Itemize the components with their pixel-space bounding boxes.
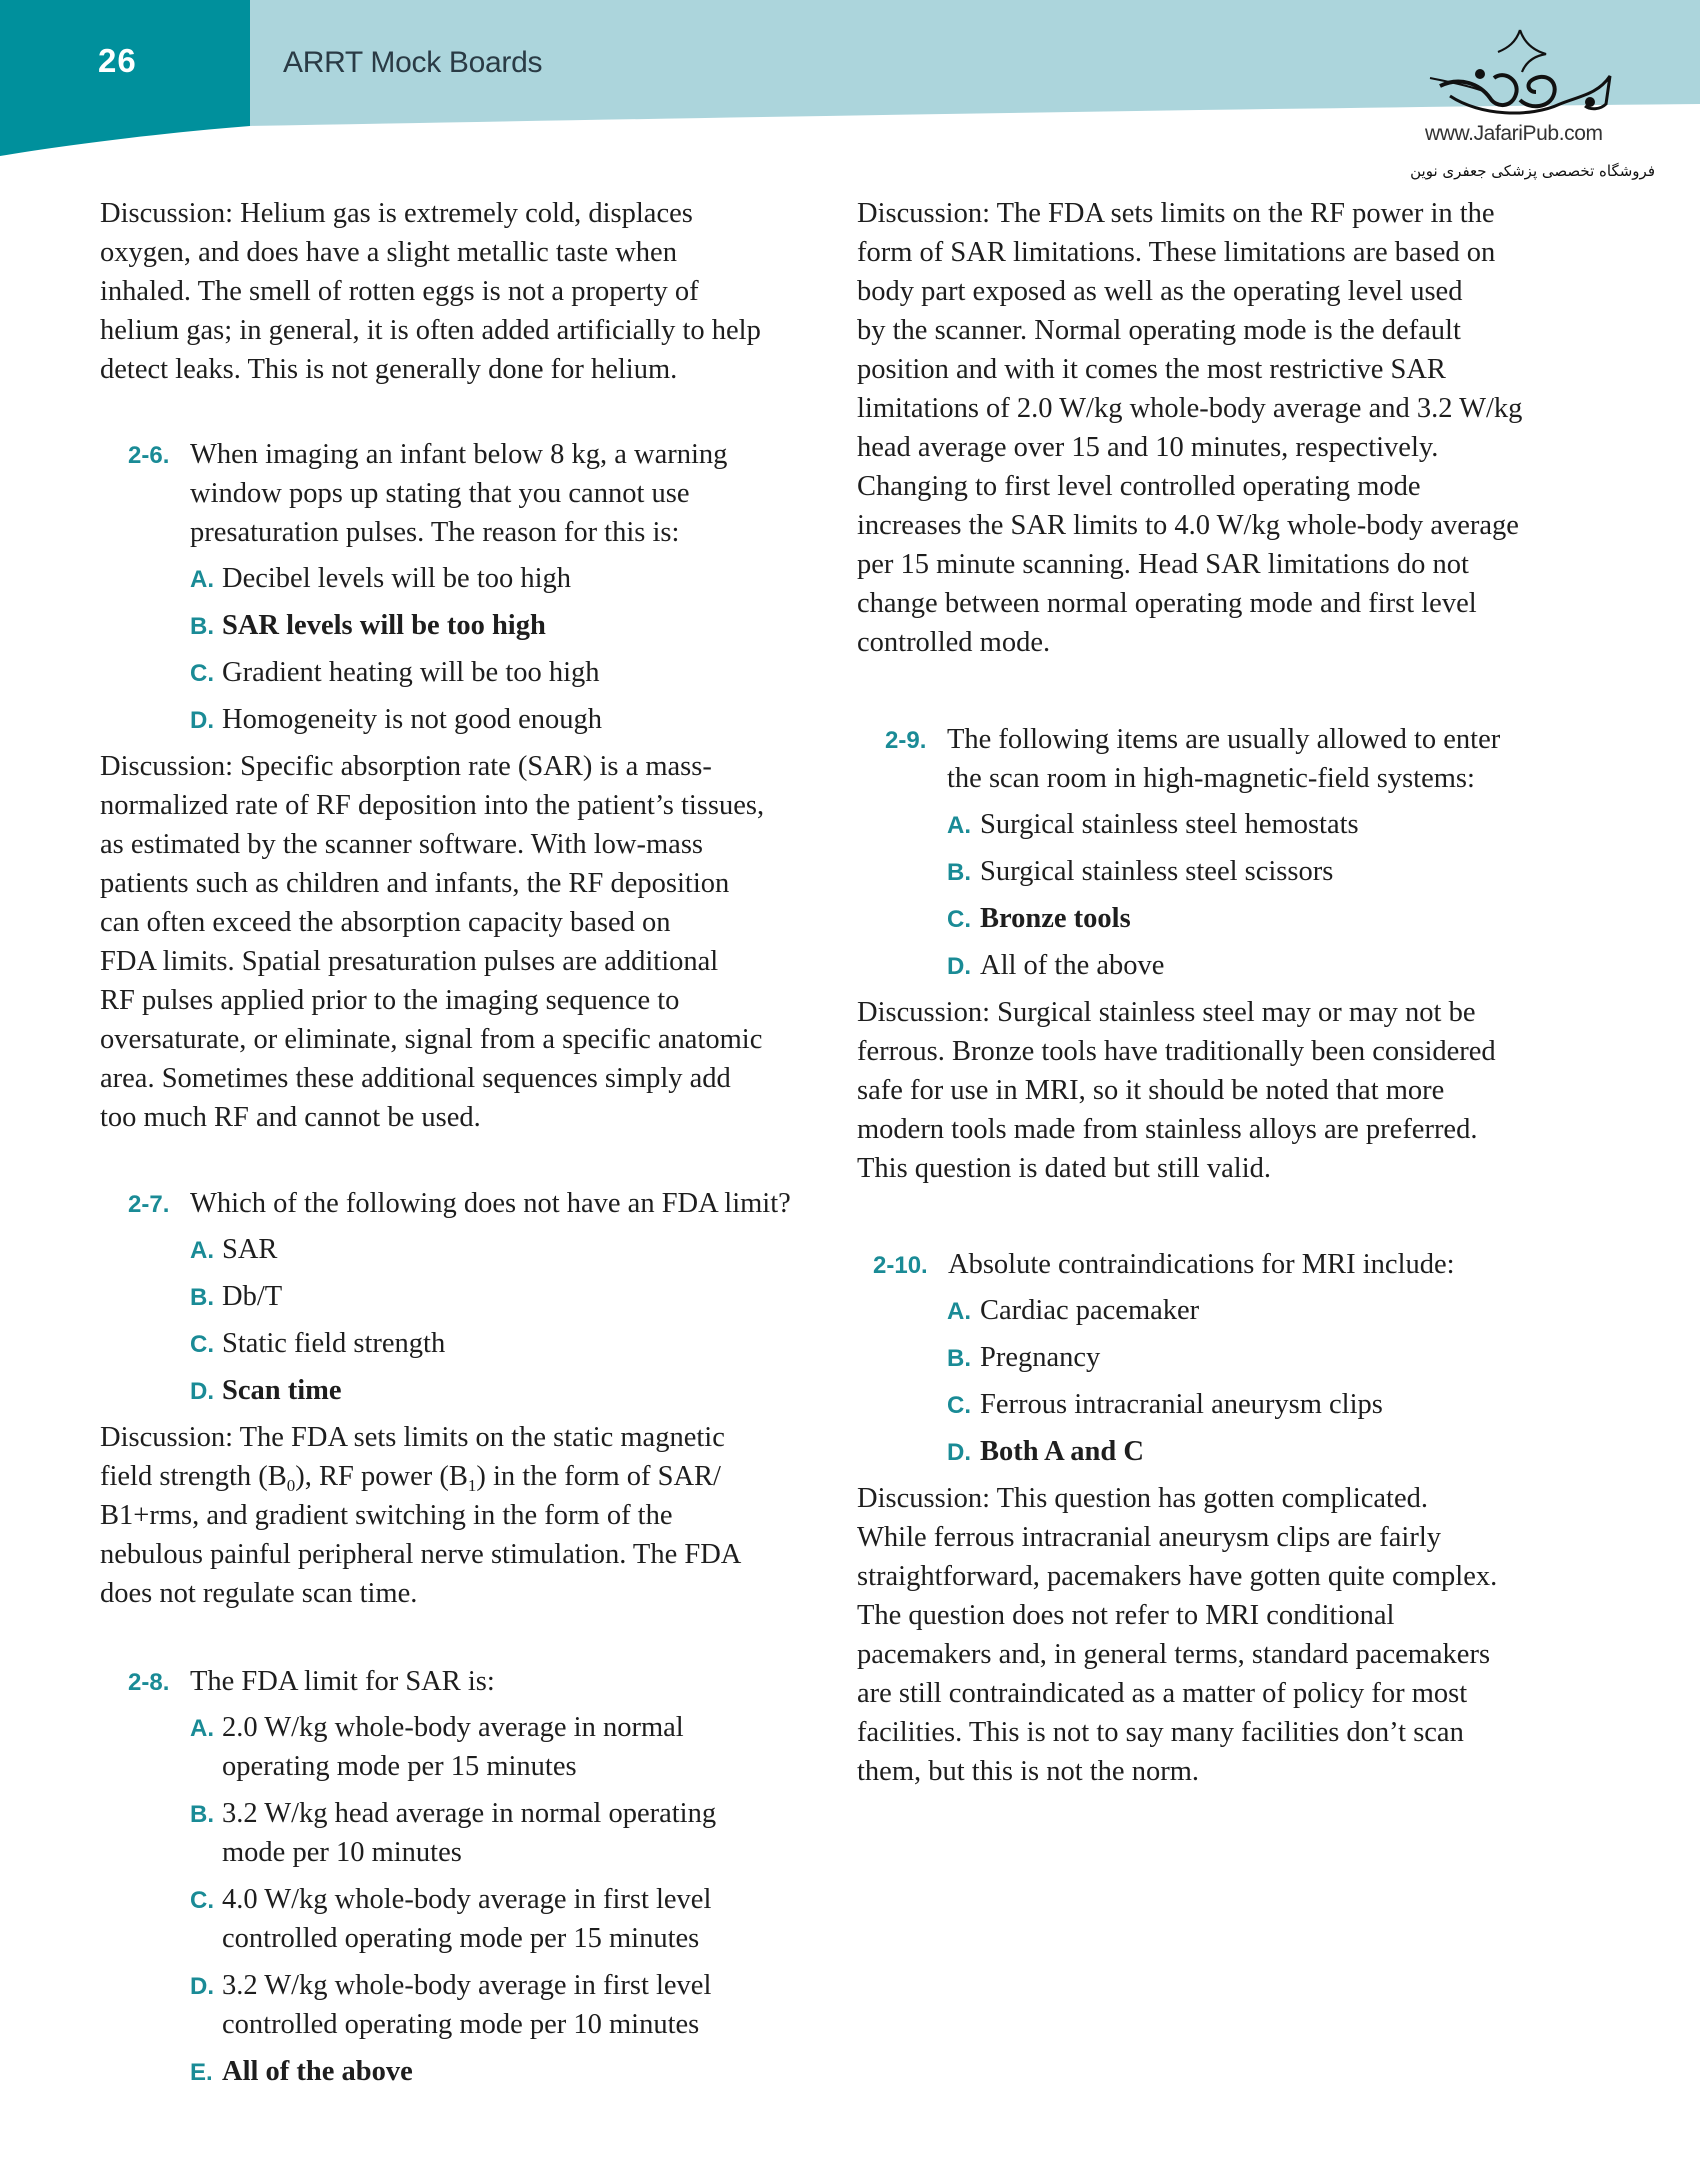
discussion-text: inhaled. The smell of rotten eggs is not a property of — [100, 276, 699, 307]
question-2-7-text: Which of the following does not have an FDA limit? — [190, 1188, 791, 1219]
option-letter: D. — [947, 1439, 971, 1466]
publisher-tagline: فروشگاه تخصصی پزشکی جعفری نوین — [1410, 162, 1655, 180]
question-2-6-text: When imaging an infant below 8 kg, a warning — [190, 439, 728, 470]
question-2-9-text: The following items are usually allowed to enter — [947, 724, 1501, 755]
discussion-text: Discussion: This question has gotten complicated. — [857, 1483, 1428, 1514]
discussion-text: detect leaks. This is not generally done for helium. — [100, 354, 678, 385]
discussion-text: controlled mode. — [857, 627, 1051, 658]
subscript: 0 — [286, 1476, 296, 1495]
discussion-text: does not regulate scan time. — [100, 1578, 418, 1609]
option-text: Homogeneity is not good enough — [222, 704, 602, 735]
discussion-text: increases the SAR limits to 4.0 W/kg whole-body average — [857, 510, 1519, 541]
discussion-text: limitations of 2.0 W/kg whole-body average and 3.2 W/kg — [857, 393, 1523, 424]
option-text: controlled operating mode per 15 minutes — [222, 1923, 700, 1954]
option-letter: B. — [190, 1284, 214, 1311]
discussion-text: Discussion: Helium gas is extremely cold, displaces — [100, 198, 693, 229]
option-letter: B. — [190, 1801, 214, 1828]
option-text: operating mode per 15 minutes — [222, 1751, 577, 1782]
option-text: controlled operating mode per 10 minutes — [222, 2009, 700, 2040]
question-2-6-text: window pops up stating that you cannot use — [190, 478, 690, 509]
option-text: SAR — [222, 1234, 278, 1265]
option-text: Surgical stainless steel hemostats — [980, 809, 1359, 840]
question-2-6-text: presaturation pulses. The reason for this is: — [190, 517, 680, 548]
option-letter: A. — [190, 566, 214, 593]
discussion-text: are still contraindicated as a matter of policy for most — [857, 1678, 1468, 1709]
publisher-url[interactable]: www.JafariPub.com — [1425, 122, 1603, 145]
jafari-calligraphy-logo-icon — [1420, 26, 1620, 116]
discussion-text: nebulous painful peripheral nerve stimulation. The FDA — [100, 1539, 742, 1570]
discussion-text: straightforward, pacemakers have gotten quite complex. — [857, 1561, 1498, 1592]
discussion-text: position and with it comes the most restrictive SAR — [857, 354, 1446, 385]
option-letter: B. — [947, 1345, 971, 1372]
discussion-text: modern tools made from stainless alloys are preferred. — [857, 1114, 1478, 1145]
discussion-text: area. Sometimes these additional sequences simply add — [100, 1063, 731, 1094]
option-letter: C. — [190, 1331, 214, 1358]
option-letter: E. — [190, 2059, 213, 2086]
discussion-text: This question is dated but still valid. — [857, 1153, 1272, 1184]
discussion-text: oversaturate, or eliminate, signal from a specific anatomic — [100, 1024, 763, 1055]
option-text: 4.0 W/kg whole-body average in first level — [222, 1884, 712, 1915]
discussion-text: as estimated by the scanner software. With low-mass — [100, 829, 703, 860]
option-letter: A. — [947, 1298, 971, 1325]
option-text-correct: SAR levels will be too high — [222, 610, 546, 641]
discussion-text: can often exceed the absorption capacity based on — [100, 907, 671, 938]
discussion-text: them, but this is not the norm. — [857, 1756, 1199, 1787]
option-text: Ferrous intracranial aneurysm clips — [980, 1389, 1383, 1420]
discussion-text: head average over 15 and 10 minutes, respectively. — [857, 432, 1439, 463]
text-segment: field strength (B — [100, 1461, 287, 1492]
question-2-10-text: Absolute contraindications for MRI include: — [948, 1249, 1455, 1280]
discussion-text: The question does not refer to MRI conditional — [857, 1600, 1395, 1631]
discussion-text: helium gas; in general, it is often added artificially to help — [100, 315, 761, 346]
discussion-text: change between normal operating mode and first level — [857, 588, 1477, 619]
option-letter: B. — [190, 613, 214, 640]
text-segment: ), RF power (B — [295, 1461, 468, 1492]
option-text: Cardiac pacemaker — [980, 1295, 1200, 1326]
discussion-text: oxygen, and does have a slight metallic taste when — [100, 237, 677, 268]
option-letter: C. — [190, 660, 214, 687]
discussion-text: safe for use in MRI, so it should be noted that more — [857, 1075, 1445, 1106]
option-letter: C. — [947, 1392, 971, 1419]
discussion-text: FDA limits. Spatial presaturation pulses are additional — [100, 946, 719, 977]
question-2-10-number: 2-10. — [873, 1252, 928, 1279]
option-text: Gradient heating will be too high — [222, 657, 600, 688]
option-text-correct: Bronze tools — [980, 903, 1131, 934]
option-text-correct: Both A and C — [980, 1436, 1144, 1467]
option-text: 3.2 W/kg head average in normal operating — [222, 1798, 717, 1829]
option-letter: D. — [947, 953, 971, 980]
option-letter: D. — [190, 1378, 214, 1405]
option-text-correct: Scan time — [222, 1375, 342, 1406]
discussion-text: ferrous. Bronze tools have traditionally been considered — [857, 1036, 1496, 1067]
discussion-text: Discussion: Surgical stainless steel may or may not be — [857, 997, 1476, 1028]
text-segment: ) in the form of SAR/ — [476, 1461, 721, 1492]
option-text: Surgical stainless steel scissors — [980, 856, 1334, 887]
question-2-8-number: 2-8. — [128, 1669, 170, 1696]
option-text: mode per 10 minutes — [222, 1837, 462, 1868]
discussion-text: B1+rms, and gradient switching in the form of the — [100, 1500, 673, 1531]
discussion-text — [100, 1461, 721, 1495]
option-text: Pregnancy — [980, 1342, 1101, 1373]
discussion-text: body part exposed as well as the operating level used — [857, 276, 1463, 307]
discussion-text: patients such as children and infants, the RF deposition — [100, 868, 730, 899]
discussion-text: RF pulses applied prior to the imaging sequence to — [100, 985, 680, 1016]
discussion-text: too much RF and cannot be used. — [100, 1102, 481, 1133]
discussion-text: form of SAR limitations. These limitations are based on — [857, 237, 1496, 268]
question-2-8-text: The FDA limit for SAR is: — [190, 1666, 495, 1697]
discussion-text: normalized rate of RF deposition into the patient’s tissues, — [100, 790, 765, 821]
option-text: 3.2 W/kg whole-body average in first level — [222, 1970, 712, 2001]
discussion-text: Discussion: The FDA sets limits on the RF power in the — [857, 198, 1495, 229]
option-text: Static field strength — [222, 1328, 446, 1359]
discussion-text: per 15 minute scanning. Head SAR limitations do not — [857, 549, 1469, 580]
option-letter: C. — [947, 906, 971, 933]
option-letter: A. — [190, 1715, 214, 1742]
option-text-correct: All of the above — [222, 2056, 413, 2087]
option-text: All of the above — [980, 950, 1165, 981]
option-letter: A. — [190, 1237, 214, 1264]
question-2-9-number: 2-9. — [885, 727, 927, 754]
question-2-7-number: 2-7. — [128, 1191, 170, 1218]
option-letter: C. — [190, 1887, 214, 1914]
running-title: ARRT Mock Boards — [283, 46, 543, 79]
discussion-text: by the scanner. Normal operating mode is the default — [857, 315, 1461, 346]
question-2-9-text: the scan room in high-magnetic-field systems: — [947, 763, 1475, 794]
discussion-text: Discussion: Specific absorption rate (SAR) is a mass- — [100, 751, 712, 782]
option-text: Db/T — [222, 1281, 283, 1312]
discussion-text: pacemakers and, in general terms, standard pacemakers — [857, 1639, 1491, 1670]
discussion-text: Changing to first level controlled operating mode — [857, 471, 1421, 502]
option-text: Decibel levels will be too high — [222, 563, 572, 594]
option-letter: A. — [947, 812, 971, 839]
page-number: 26 — [98, 42, 137, 79]
discussion-text: While ferrous intracranial aneurysm clips are fairly — [857, 1522, 1441, 1553]
option-letter: D. — [190, 1973, 214, 2000]
question-2-6-number: 2-6. — [128, 442, 170, 469]
option-letter: D. — [190, 707, 214, 734]
subscript: 1 — [467, 1476, 477, 1495]
discussion-text: facilities. This is not to say many facilities don’t scan — [857, 1717, 1464, 1748]
option-letter: B. — [947, 859, 971, 886]
option-text: 2.0 W/kg whole-body average in normal — [222, 1712, 684, 1743]
discussion-text: Discussion: The FDA sets limits on the static magnetic — [100, 1422, 725, 1453]
